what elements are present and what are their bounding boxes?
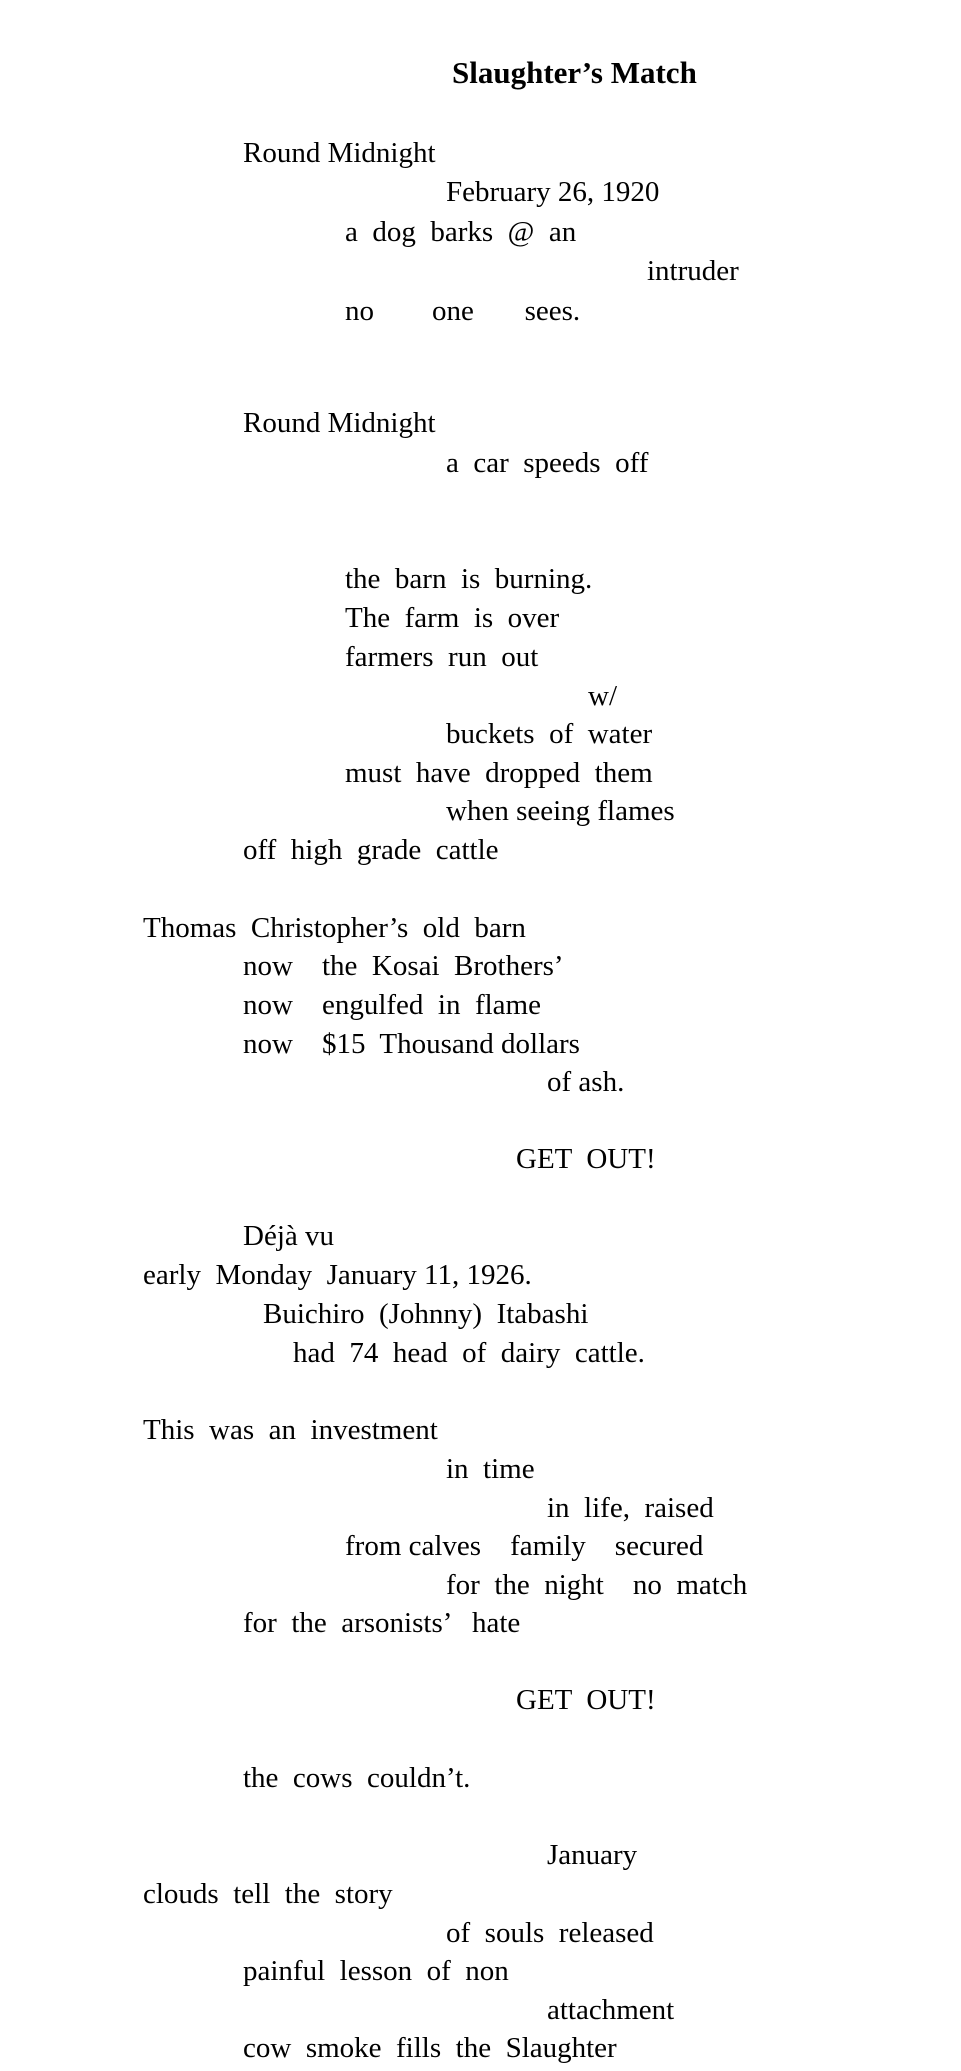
poem-line: Thomas Christopher’s old barn bbox=[143, 912, 526, 944]
poem-line: Round Midnight bbox=[243, 407, 436, 439]
poem-line: buckets of water bbox=[446, 718, 653, 750]
poem-line: in time bbox=[446, 1453, 535, 1485]
poem-line: had 74 head of dairy cattle. bbox=[293, 1337, 645, 1369]
poem-line: for the arsonists’ hate bbox=[243, 1607, 521, 1639]
poem-line: now the Kosai Brothers’ bbox=[243, 950, 564, 982]
poem-line: GET OUT! bbox=[516, 1143, 656, 1175]
poem-line: This was an investment bbox=[143, 1414, 438, 1446]
poem-line: painful lesson of non bbox=[243, 1955, 509, 1987]
poem-line: the cows couldn’t. bbox=[243, 1762, 471, 1794]
poem-line: Déjà vu bbox=[243, 1220, 334, 1252]
poem-line: a car speeds off bbox=[446, 447, 649, 479]
poem-line: early Monday January 11, 1926. bbox=[143, 1259, 532, 1291]
poem-line: February 26, 1920 bbox=[446, 176, 660, 208]
poem-line: when seeing flames bbox=[446, 795, 675, 827]
poem-line: clouds tell the story bbox=[143, 1878, 393, 1910]
poem-line: must have dropped them bbox=[345, 757, 653, 789]
poem-line: The farm is over bbox=[345, 602, 560, 634]
poem-line: from calves family secured bbox=[345, 1530, 704, 1562]
poem-title: Slaughter’s Match bbox=[452, 55, 697, 90]
poem-line: the barn is burning. bbox=[345, 563, 593, 595]
poem-line: now engulfed in flame bbox=[243, 989, 541, 1021]
poem-line: cow smoke fills the Slaughter bbox=[243, 2032, 617, 2064]
poem-line: a dog barks @ an bbox=[345, 216, 577, 248]
poem-line: now $15 Thousand dollars bbox=[243, 1028, 580, 1060]
poem-line: farmers run out bbox=[345, 641, 539, 673]
poem-line: Round Midnight bbox=[243, 137, 436, 169]
poem-line: off high grade cattle bbox=[243, 834, 499, 866]
poem-line: GET OUT! bbox=[516, 1684, 656, 1716]
poem-line: for the night no match bbox=[446, 1569, 748, 1601]
poem-line: in life, raised bbox=[547, 1492, 714, 1524]
poem-line: January bbox=[547, 1839, 638, 1871]
poem-line: of ash. bbox=[547, 1066, 625, 1098]
poem-line: no one sees. bbox=[345, 295, 581, 327]
poem-line: intruder bbox=[647, 255, 739, 287]
poem-line: w/ bbox=[588, 680, 617, 712]
poem-line: attachment bbox=[547, 1994, 675, 2026]
poem-line: Buichiro (Johnny) Itabashi bbox=[263, 1298, 589, 1330]
poem-line: of souls released bbox=[446, 1917, 654, 1949]
